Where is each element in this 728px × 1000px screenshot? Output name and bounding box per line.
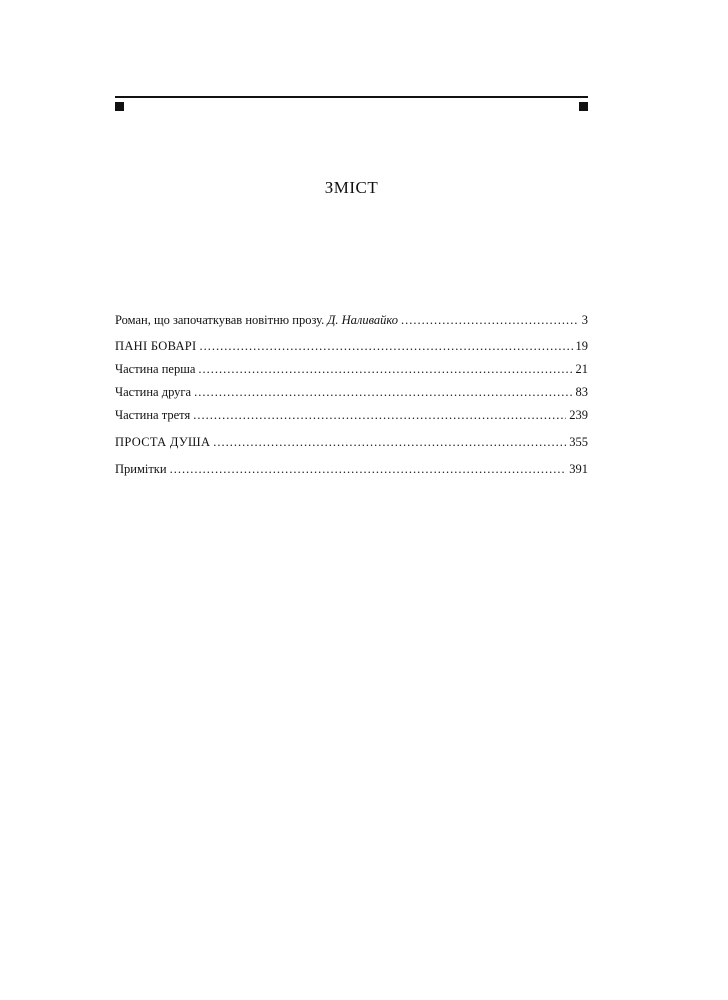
toc-entry-simple-heart[interactable] <box>115 434 588 450</box>
toc-entry-page: 21 <box>575 362 588 376</box>
toc-entry-page: 391 <box>569 462 588 476</box>
toc-entry-label: ПАНІ БОВАРІ <box>115 339 197 353</box>
toc-entry-part-one[interactable] <box>115 361 588 377</box>
leader-dots <box>198 361 572 377</box>
leader-dots <box>194 384 572 400</box>
leader-dots <box>199 338 572 354</box>
toc-entry-label: Роман, що започаткував новітню прозу. <box>115 313 328 327</box>
toc-entry-label: Частина третя <box>115 408 191 422</box>
toc-entry-page: 3 <box>581 313 588 327</box>
leader-dots <box>170 461 567 477</box>
header-rule <box>115 96 588 98</box>
toc-entry-label: Частина перша <box>115 362 196 376</box>
leader-dots <box>401 312 579 328</box>
toc-entry-label: ПРОСТА ДУША <box>115 435 211 449</box>
toc-entry-notes[interactable] <box>115 461 588 477</box>
leader-dots <box>213 434 566 450</box>
toc-entry-part-three[interactable] <box>115 407 588 423</box>
toc-entry-label: Частина друга <box>115 385 192 399</box>
toc-entry-page: 83 <box>575 385 588 399</box>
toc-entry-page: 355 <box>569 435 588 449</box>
leader-dots <box>193 407 566 423</box>
page-title: ЗМІСТ <box>324 178 379 197</box>
toc-entry-part-two[interactable] <box>115 384 588 400</box>
toc-entry-page: 19 <box>575 339 588 353</box>
toc-entry-madame-bovary[interactable] <box>115 338 588 354</box>
toc-entry-author: Д. Наливайко <box>327 313 399 327</box>
toc-entry-introduction[interactable] <box>115 312 588 328</box>
toc-entry-label: Примітки <box>115 462 167 476</box>
toc-entry-page: 239 <box>569 408 588 422</box>
toc-entry-label-wrap <box>115 312 398 328</box>
right-corner-mark <box>579 102 588 111</box>
table-of-contents <box>115 312 588 477</box>
left-corner-mark <box>115 102 124 111</box>
